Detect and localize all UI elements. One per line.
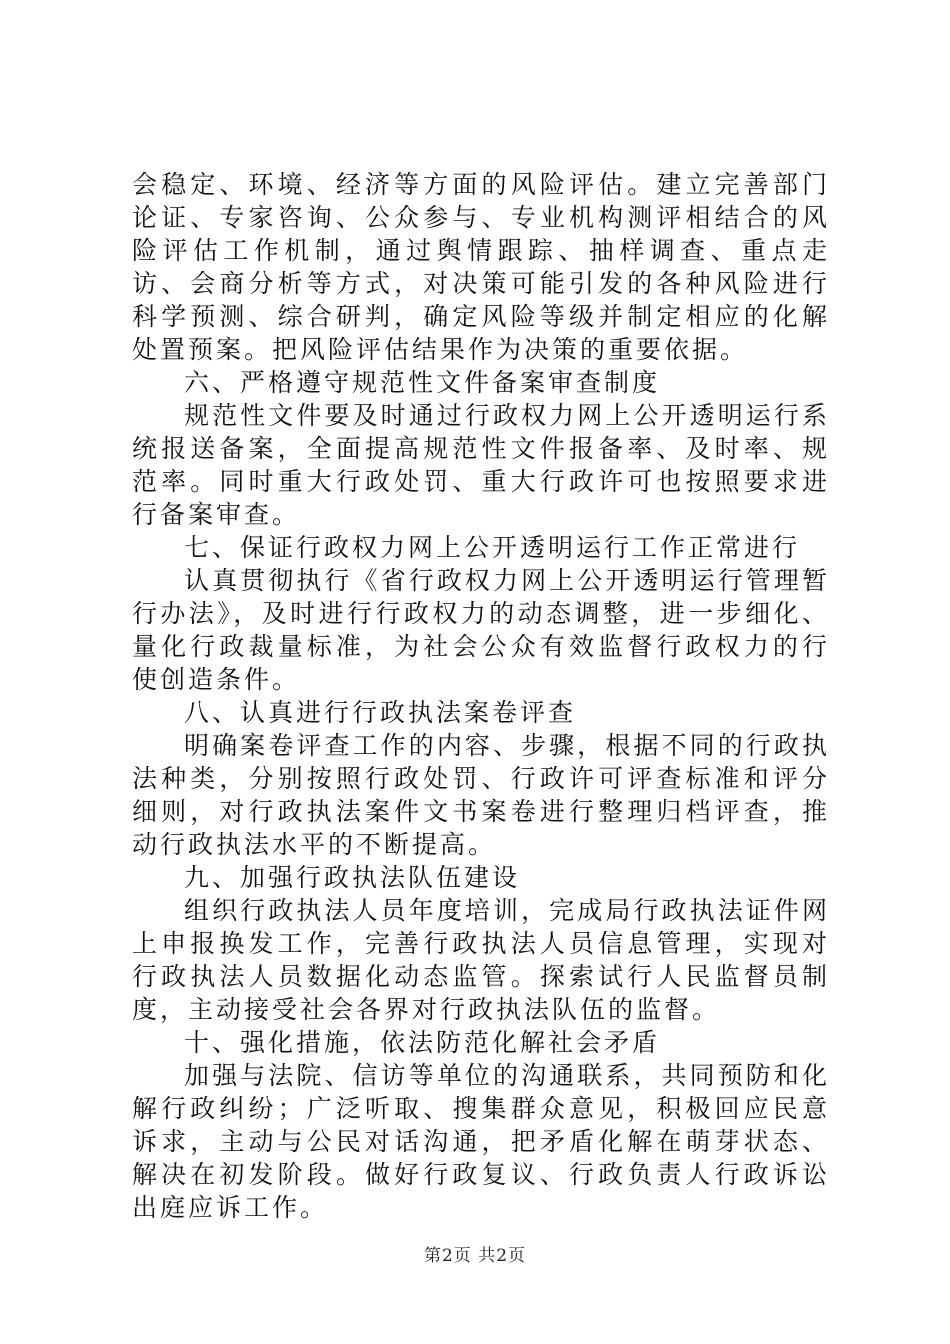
document-body — [132, 168, 830, 1224]
paragraph-section-7: 认真贯彻执行《省行政权力网上公开透明运行管理暂行办法》，及时进行行政权力的动态调整，进一步细化、量化行政裁量标准，为社会公众有效监督行政权力的行使创造条件。 — [132, 566, 830, 694]
paragraph-section-10: 加强与法院、信访等单位的沟通联系，共同预防和化解行政纠纷；广泛听取、搜集群众意见，积极回应民意诉求，主动与公民对话沟通，把矛盾化解在萌芽状态、解决在初发阶段。做好行政复议、行政负责人行政诉讼出庭应诉工作。 — [132, 1061, 830, 1222]
paragraph-continued: 会稳定、环境、经济等方面的风险评估。建立完善部门论证、专家咨询、公众参与、专业机构测评相结合的风险评估工作机制，通过舆情跟踪、抽样调查、重点走访、会商分析等方式，对决策可能引发的各种风险进行科学预测、综合研判，确定风险等级并制定相应的化解处置预案。把风险评估结果作为决策的重要依据。 — [132, 170, 830, 364]
paragraph-section-6: 规范性文件要及时通过行政权力网上公开透明运行系统报送备案，全面提高规范性文件报备率、及时率、规范率。同时重大行政处罚、重大行政许可也按照要求进行备案审查。 — [132, 401, 830, 529]
section-heading-9: 九、加强行政执法队伍建设 — [184, 863, 521, 892]
paragraph-section-9: 组织行政执法人员年度培训，完成局行政执法证件网上申报换发工作，完善行政执法人员信息管理，实现对行政执法人员数据化动态监管。探索试行人民监督员制度，主动接受社会各界对行政执法队伍的监督。 — [132, 896, 830, 1024]
section-heading-6: 六、严格遵守规范性文件备案审查制度 — [184, 368, 661, 397]
section-heading-8: 八、认真进行行政执法案卷评查 — [184, 698, 577, 727]
page-footer — [0, 1245, 950, 1267]
section-heading-10: 十、强化措施，依法防范化解社会矛盾 — [184, 1028, 661, 1057]
page-number-label: 第2页 共2页 — [423, 1246, 527, 1266]
paragraph-section-8: 明确案卷评查工作的内容、步骤，根据不同的行政执法种类，分别按照行政处罚、行政许可评查标准和评分细则，对行政执法案件文书案卷进行整理归档评查，推动行政执法水平的不断提高。 — [132, 731, 830, 859]
section-heading-7: 七、保证行政权力网上公开透明运行工作正常进行 — [184, 533, 801, 562]
